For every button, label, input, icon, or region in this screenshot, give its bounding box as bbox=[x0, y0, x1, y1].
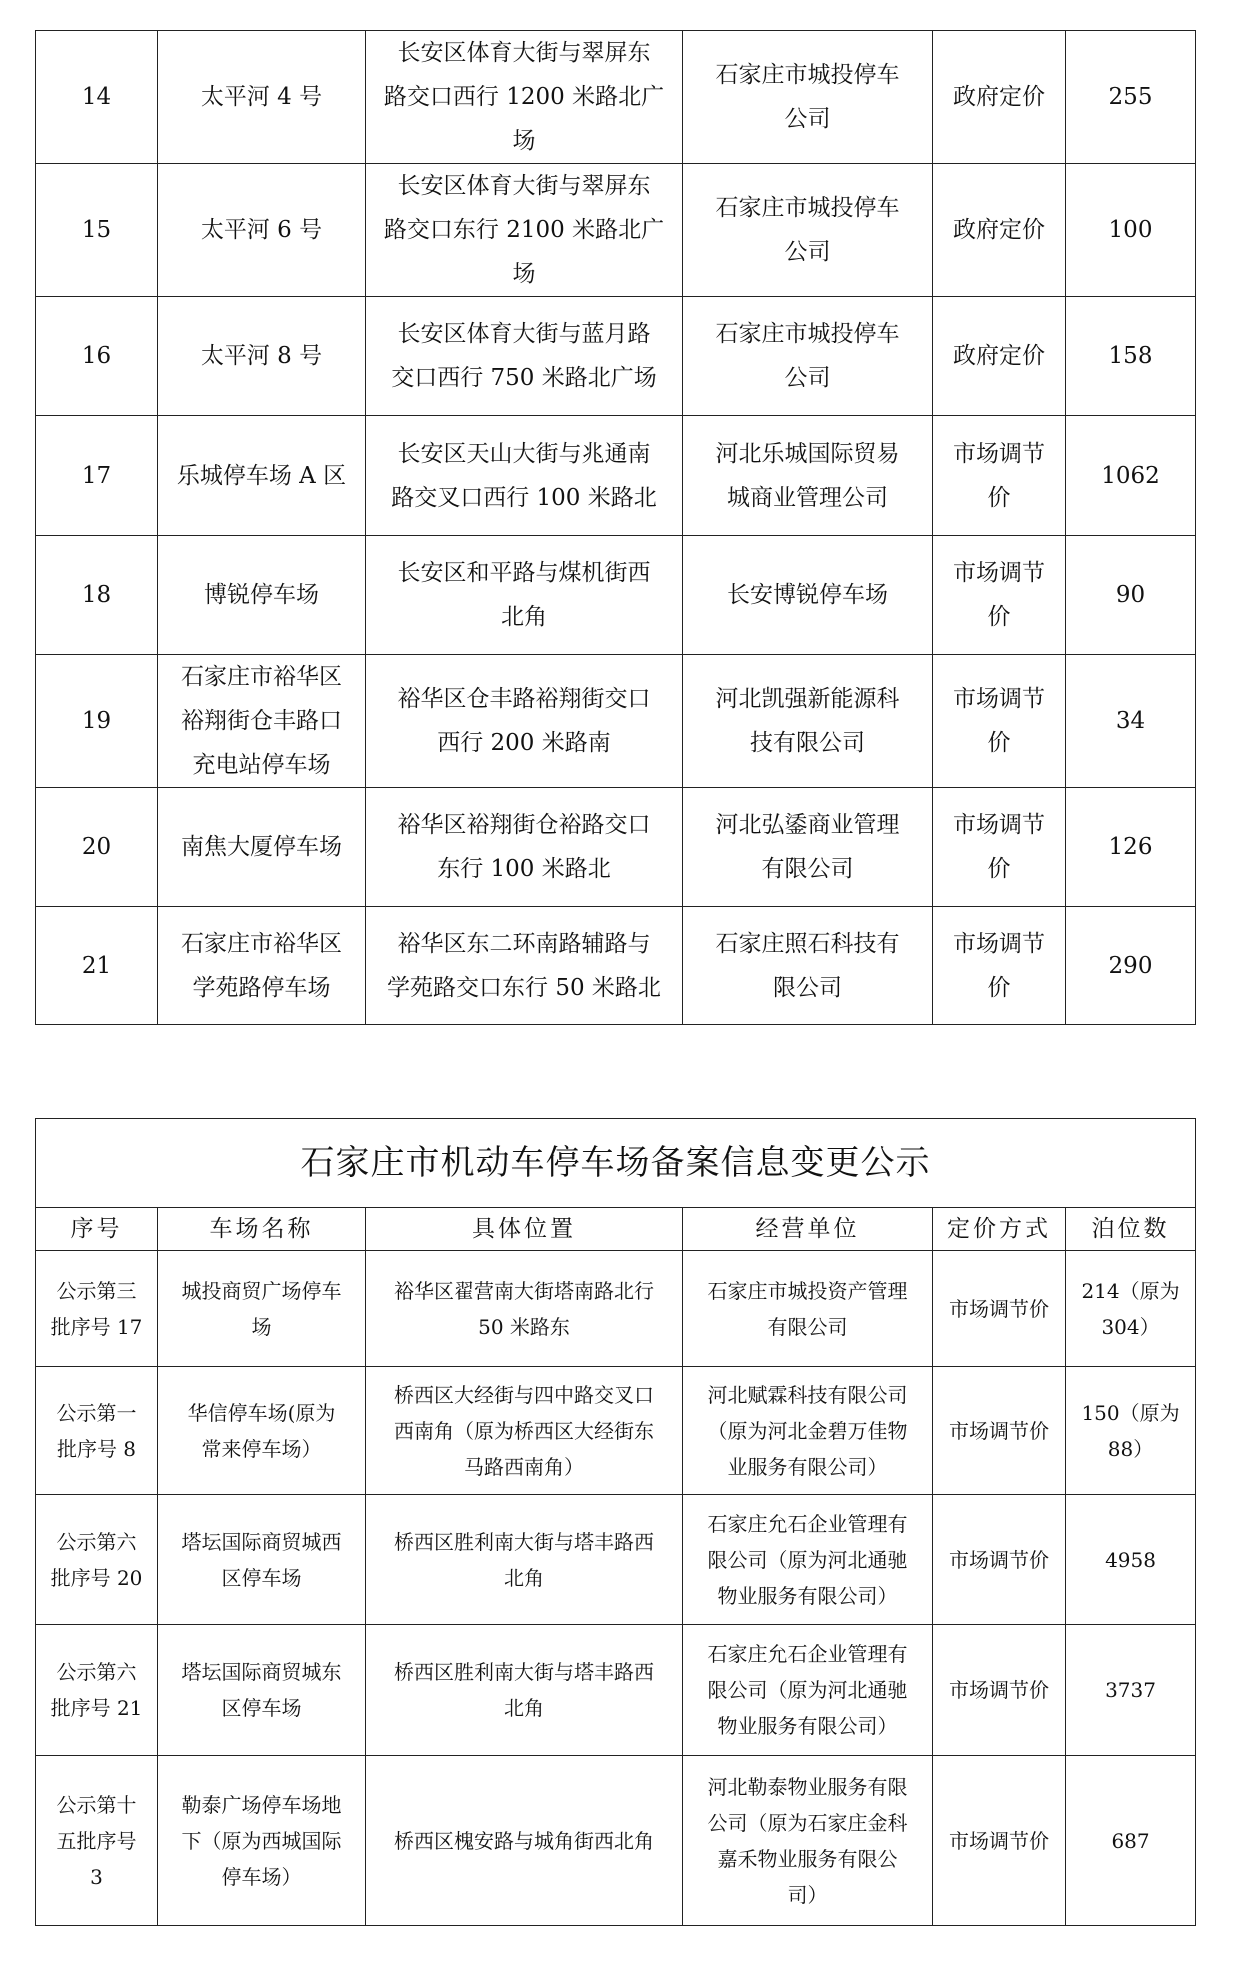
parking-list-table-continued bbox=[35, 30, 1196, 1025]
space-count: 158 bbox=[1066, 297, 1196, 416]
parking-name: 华信停车场(原为 常来停车场） bbox=[158, 1367, 366, 1495]
space-count: 4958 bbox=[1066, 1495, 1196, 1625]
row-number: 公示第三 批序号 17 bbox=[36, 1251, 158, 1367]
parking-location: 长安区天山大街与兆通南 路交叉口西行 100 米路北 bbox=[366, 416, 683, 536]
space-count: 90 bbox=[1066, 536, 1196, 655]
parking-name: 勒泰广场停车场地 下（原为西城国际 停车场） bbox=[158, 1756, 366, 1926]
table-row bbox=[36, 1756, 1196, 1926]
parking-location: 桥西区槐安路与城角街西北角 bbox=[366, 1756, 683, 1926]
parking-location: 长安区体育大街与翠屏东 路交口东行 2100 米路北广 场 bbox=[366, 164, 683, 297]
pricing-method: 市场调节价 bbox=[933, 1251, 1066, 1367]
space-count: 150（原为 88） bbox=[1066, 1367, 1196, 1495]
parking-name: 南焦大厦停车场 bbox=[158, 788, 366, 907]
row-number: 17 bbox=[36, 416, 158, 536]
header-name: 车场名称 bbox=[158, 1208, 366, 1251]
table-row bbox=[36, 655, 1196, 788]
table-title: 石家庄市机动车停车场备案信息变更公示 bbox=[36, 1119, 1196, 1208]
parking-operator: 石家庄市城投资产管理 有限公司 bbox=[683, 1251, 933, 1367]
row-number: 21 bbox=[36, 907, 158, 1025]
parking-name: 石家庄市裕华区 学苑路停车场 bbox=[158, 907, 366, 1025]
parking-name: 石家庄市裕华区 裕翔街仓丰路口 充电站停车场 bbox=[158, 655, 366, 788]
table-row bbox=[36, 907, 1196, 1025]
header-row bbox=[36, 1208, 1196, 1251]
header-spaces: 泊位数 bbox=[1066, 1208, 1196, 1251]
row-number: 19 bbox=[36, 655, 158, 788]
pricing-method: 市场调节价 bbox=[933, 1495, 1066, 1625]
parking-operator: 石家庄允石企业管理有 限公司（原为河北通驰 物业服务有限公司） bbox=[683, 1495, 933, 1625]
table-row bbox=[36, 297, 1196, 416]
parking-operator: 石家庄市城投停车 公司 bbox=[683, 31, 933, 164]
parking-operator: 河北勒泰物业服务有限 公司（原为石家庄金科 嘉禾物业服务有限公 司） bbox=[683, 1756, 933, 1926]
table-row bbox=[36, 164, 1196, 297]
header-location: 具体位置 bbox=[366, 1208, 683, 1251]
table-row bbox=[36, 1625, 1196, 1756]
space-count: 255 bbox=[1066, 31, 1196, 164]
parking-name: 太平河 4 号 bbox=[158, 31, 366, 164]
row-number: 公示第六 批序号 21 bbox=[36, 1625, 158, 1756]
space-count: 100 bbox=[1066, 164, 1196, 297]
table-row bbox=[36, 416, 1196, 536]
pricing-method: 政府定价 bbox=[933, 31, 1066, 164]
parking-operator: 长安博锐停车场 bbox=[683, 536, 933, 655]
parking-operator: 石家庄允石企业管理有 限公司（原为河北通驰 物业服务有限公司） bbox=[683, 1625, 933, 1756]
parking-location: 裕华区翟营南大街塔南路北行 50 米路东 bbox=[366, 1251, 683, 1367]
parking-location: 裕华区裕翔街仓裕路交口 东行 100 米路北 bbox=[366, 788, 683, 907]
parking-name: 太平河 6 号 bbox=[158, 164, 366, 297]
parking-operator: 河北凯强新能源科 技有限公司 bbox=[683, 655, 933, 788]
parking-name: 太平河 8 号 bbox=[158, 297, 366, 416]
parking-location: 长安区体育大街与蓝月路 交口西行 750 米路北广场 bbox=[366, 297, 683, 416]
header-pricing: 定价方式 bbox=[933, 1208, 1066, 1251]
header-operator: 经营单位 bbox=[683, 1208, 933, 1251]
row-number: 15 bbox=[36, 164, 158, 297]
pricing-method: 市场调节价 bbox=[933, 1625, 1066, 1756]
space-count: 3737 bbox=[1066, 1625, 1196, 1756]
parking-operator: 河北弘鋈商业管理 有限公司 bbox=[683, 788, 933, 907]
pricing-method: 市场调节 价 bbox=[933, 416, 1066, 536]
space-count: 1062 bbox=[1066, 416, 1196, 536]
parking-location: 桥西区大经街与四中路交叉口 西南角（原为桥西区大经街东 马路西南角） bbox=[366, 1367, 683, 1495]
parking-name: 塔坛国际商贸城东 区停车场 bbox=[158, 1625, 366, 1756]
pricing-method: 市场调节 价 bbox=[933, 655, 1066, 788]
row-number: 14 bbox=[36, 31, 158, 164]
row-number: 20 bbox=[36, 788, 158, 907]
parking-operator: 石家庄照石科技有 限公司 bbox=[683, 907, 933, 1025]
parking-operator: 石家庄市城投停车 公司 bbox=[683, 297, 933, 416]
change-notice-table bbox=[35, 1118, 1196, 1926]
pricing-method: 市场调节价 bbox=[933, 1756, 1066, 1926]
parking-name: 乐城停车场 A 区 bbox=[158, 416, 366, 536]
pricing-method: 政府定价 bbox=[933, 297, 1066, 416]
parking-location: 裕华区东二环南路辅路与 学苑路交口东行 50 米路北 bbox=[366, 907, 683, 1025]
pricing-method: 市场调节 价 bbox=[933, 536, 1066, 655]
pricing-method: 政府定价 bbox=[933, 164, 1066, 297]
table-row bbox=[36, 31, 1196, 164]
space-count: 126 bbox=[1066, 788, 1196, 907]
space-count: 290 bbox=[1066, 907, 1196, 1025]
parking-location: 长安区和平路与煤机街西 北角 bbox=[366, 536, 683, 655]
row-number: 公示第十 五批序号 3 bbox=[36, 1756, 158, 1926]
space-count: 687 bbox=[1066, 1756, 1196, 1926]
row-number: 18 bbox=[36, 536, 158, 655]
header-no: 序号 bbox=[36, 1208, 158, 1251]
parking-operator: 河北乐城国际贸易 城商业管理公司 bbox=[683, 416, 933, 536]
parking-operator: 石家庄市城投停车 公司 bbox=[683, 164, 933, 297]
parking-operator: 河北赋霖科技有限公司 （原为河北金碧万佳物 业服务有限公司） bbox=[683, 1367, 933, 1495]
table-row bbox=[36, 1367, 1196, 1495]
pricing-method: 市场调节价 bbox=[933, 1367, 1066, 1495]
table-row bbox=[36, 1495, 1196, 1625]
row-number: 公示第六 批序号 20 bbox=[36, 1495, 158, 1625]
pricing-method: 市场调节 价 bbox=[933, 907, 1066, 1025]
table-row bbox=[36, 1251, 1196, 1367]
parking-name: 城投商贸广场停车 场 bbox=[158, 1251, 366, 1367]
table-row bbox=[36, 536, 1196, 655]
space-count: 214（原为 304） bbox=[1066, 1251, 1196, 1367]
row-number: 16 bbox=[36, 297, 158, 416]
parking-location: 桥西区胜利南大街与塔丰路西 北角 bbox=[366, 1495, 683, 1625]
parking-location: 裕华区仓丰路裕翔街交口 西行 200 米路南 bbox=[366, 655, 683, 788]
parking-name: 塔坛国际商贸城西 区停车场 bbox=[158, 1495, 366, 1625]
row-number: 公示第一 批序号 8 bbox=[36, 1367, 158, 1495]
parking-location: 桥西区胜利南大街与塔丰路西 北角 bbox=[366, 1625, 683, 1756]
pricing-method: 市场调节 价 bbox=[933, 788, 1066, 907]
space-count: 34 bbox=[1066, 655, 1196, 788]
parking-name: 博锐停车场 bbox=[158, 536, 366, 655]
parking-location: 长安区体育大街与翠屏东 路交口西行 1200 米路北广 场 bbox=[366, 31, 683, 164]
table-row bbox=[36, 788, 1196, 907]
